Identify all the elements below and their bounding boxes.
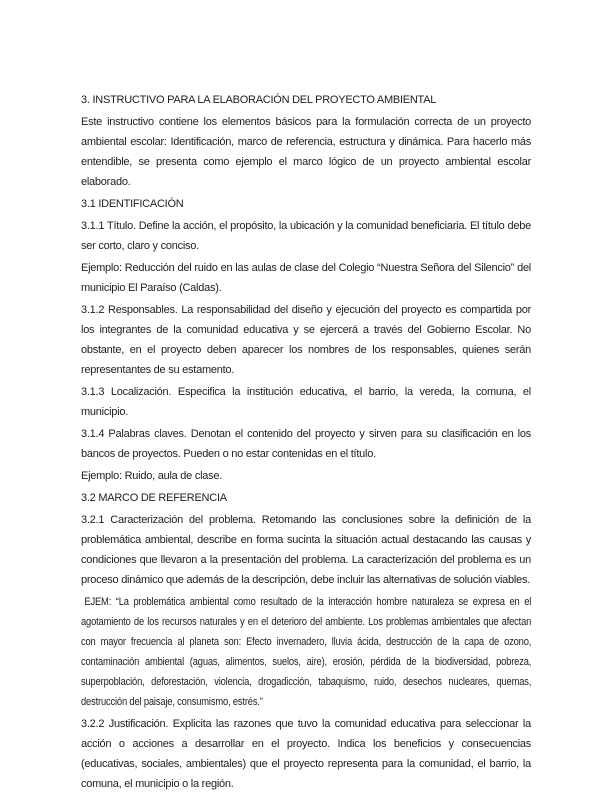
section-3-2-heading: 3.2 MARCO DE REFERENCIA: [81, 492, 227, 504]
example-palabras-claves-paragraph: Ejemplo: Ruido, aula de clase.: [81, 470, 223, 482]
paragraph-3-1-2-responsables: 3.1.2 Responsables. La responsabilidad del diseño y ejecución del proyecto es compartida por los integrantes de la comunidad educativa y se ejercerá a través del Gobierno Escolar. No obstante, en el proyecto deben aparecer los nombres de los responsables, quienes serán representantes de su estamento.: [81, 304, 531, 376]
ejem-quote-paragraph: EJEM: “La problemática ambiental como resultado de la interacción hombre naturaleza se expresa en el agotamiento de los recursos naturales y en el deterioro del ambiente. Los problemas ambientales que afectan con mayor frecuencia al planeta son: Efecto invernadero, lluvia ácida, destrucción de la capa de ozono, contaminación ambiental (aguas, alimentos, suelos, aire), erosión, pérdida de la biodiversidad, pobreza, superpoblación, deforestación, violencia, drogadicción, tabaquismo, ruido, desechos nucleares, quemas, destrucción del paisaje, consumismo, estrés.”: [81, 596, 532, 708]
paragraph-3-1-4-palabras-claves: 3.1.4 Palabras claves. Denotan el contenido del proyecto y sirven para su clasificación en los bancos de proyectos. Pueden o no estar contenidas en el título.: [81, 428, 531, 460]
example-titulo-paragraph: Ejemplo: Reducción del ruido en las aulas de clase del Colegio “Nuestra Señora del Silencio” del municipio El Paraíso (Caldas).: [81, 262, 531, 294]
paragraph-3-2-2-justificacion: 3.2.2 Justificación. Explicita las razones que tuvo la comunidad educativa para seleccionar la acción o acciones a desarrollar en el proyecto. Indica los beneficios y consecuencias (educativas, sociales, ambientales) que el proyecto representa para la comunidad, el barrio, la comuna, el municipio o la región.: [81, 718, 531, 790]
paragraph-3-1-1-titulo: 3.1.1 Título. Define la acción, el propósito, la ubicación y la comunidad beneficiaria. El título debe ser corto, claro y conciso.: [81, 220, 531, 252]
paragraph-3-1-3-localizacion: 3.1.3 Localización. Especifica la institución educativa, el barrio, la vereda, la comuna, el municipio.: [81, 386, 531, 418]
document-title: 3. INSTRUCTIVO PARA LA ELABORACIÓN DEL PROYECTO AMBIENTAL: [81, 94, 437, 106]
section-3-1-heading: 3.1 IDENTIFICACIÓN: [81, 198, 184, 210]
paragraph-3-2-1-caracterizacion: 3.2.1 Caracterización del problema. Retomando las conclusiones sobre la definición de la problemática ambiental, describe en forma sucinta la situación actual destacando las causas y condiciones que llevaron a la presentación del problema. La caracterización del problema es un proceso dinámico que además de la descripción, debe incluir las alternativas de solución viables.: [81, 514, 531, 586]
intro-paragraph: Este instructivo contiene los elementos básicos para la formulación correcta de un proyecto ambiental escolar: Identificación, marco de referencia, estructura y dinámica. Para hacerlo más entendible, se presenta como ejemplo el marco lógico de un proyecto ambiental escolar elaborado.: [81, 116, 531, 188]
